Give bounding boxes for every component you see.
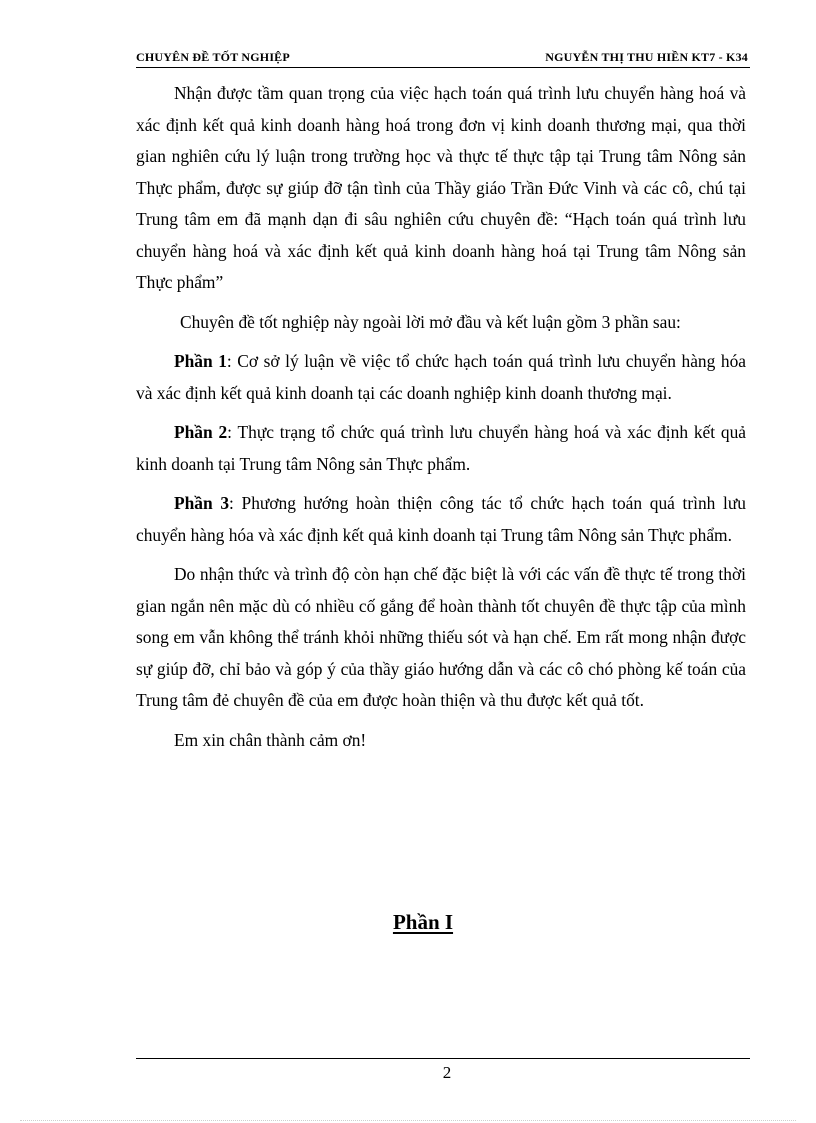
document-body [136,78,746,756]
paragraph-structure: Chuyên đề tốt nghiệp này ngoài lời mở đầu và kết luận gồm 3 phần sau: [180,311,681,332]
section-title [0,910,816,935]
part-3-label: Phần 3 [174,493,230,513]
page-edge-divider [20,1120,796,1121]
paragraph-part-2 [136,417,746,480]
paragraph-acknowledgement: Do nhận thức và trình độ còn hạn chế đặc biệt là với các vấn đề thực tế trong thời gian ngắn nên mặc dù có nhiều cố gắng để hoàn thành tốt chuyên đề thực tập của mình song em vẫn không thể tránh khỏi những thiếu sót và hạn chế. Em rất mong nhận được sự giúp đỡ, chỉ bảo và góp ý của thầy giáo hướng dẫn và các cô chó phòng kế toán của Trung tâm đẻ chuyên đề của em được hoàn thiện và thu được kết quả tốt. [136,564,746,710]
header-title: CHUYÊN ĐỀ TỐT NGHIỆP [136,50,290,64]
part-2-text: : Thực trạng tổ chức quá trình lưu chuyển hàng hoá và xác định kết quả kinh doanh tại Trung tâm Nông sản Thực phẩm. [136,422,746,474]
paragraph-thanks: Em xin chân thành cảm ơn! [174,729,367,750]
footer-divider [136,1058,750,1059]
header-author: NGUYỄN THỊ THU HIỀN KT7 - K34 [545,50,748,64]
paragraph-part-1 [136,346,746,409]
paragraph-intro: Nhận được tầm quan trọng của việc hạch toán quá trình lưu chuyển hàng hoá và xác định kết quả kinh doanh hàng hoá trong đơn vị kinh doanh thương mại, qua thời gian nghiên cứu lý luận trong trường học và thực tế thực tập tại Trung tâm Nông sản Thực phẩm, được sự giúp đỡ tận tình của Thầy giáo Trần Đức Vinh và các cô, chú tại Trung tâm em đã mạnh dạn đi sâu nghiên cứu chuyên đề: “Hạch toán quá trình lưu chuyển hàng hoá và xác định kết quả kinh doanh hàng hoá tại Trung tâm Nông sản Thực phẩm” [136,83,746,292]
page-number: 2 [442,1063,452,1082]
page-header [136,49,750,68]
section-title-text: Phần I [392,910,454,934]
part-1-text: : Cơ sở lý luận về việc tổ chức hạch toán quá trình lưu chuyển hàng hóa và xác định kết quả kinh doanh tại các doanh nghiệp kinh doanh thương mại. [136,351,746,403]
part-3-text: : Phương hướng hoàn thiện công tác tổ chức hạch toán quá trình lưu chuyển hàng hóa và xác định kết quả kinh doanh tại Trung tâm Nông sản Thực phẩm. [136,493,746,545]
part-1-label: Phần 1 [174,351,227,371]
paragraph-part-3 [136,488,746,551]
part-2-label: Phần 2 [174,422,228,442]
